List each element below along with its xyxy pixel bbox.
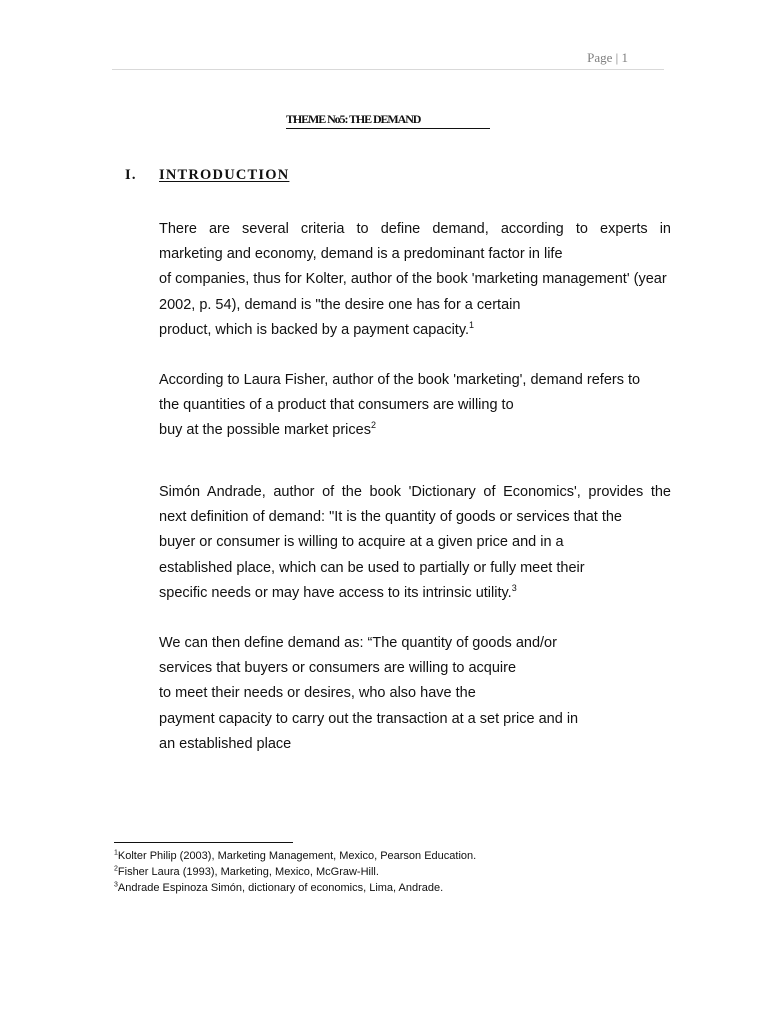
section-heading-label: INTRODUCTION — [159, 167, 290, 183]
paragraph-line: marketing and economy, demand is a predominant factor in life — [159, 246, 563, 263]
paragraph-line: We can then define demand as: “The quantity of goods and/or — [159, 635, 557, 651]
footnote — [114, 848, 476, 864]
paragraph-line: payment capacity to carry out the transaction at a set price and in — [159, 710, 579, 727]
paragraph-line — [159, 581, 671, 606]
paragraph-line: services that buyers or consumers are willing to acquire — [159, 660, 517, 677]
paragraph-line-text: buy at the possible market prices — [159, 422, 371, 439]
footnote-mark: 3 — [114, 881, 118, 889]
footnote-reference: 1 — [469, 319, 475, 330]
paragraph-2 — [159, 368, 671, 444]
paragraph-line-text: product, which is backed by a payment capacity. — [159, 321, 470, 338]
paragraph-line: There are several criteria to define demand, according to experts in — [159, 221, 671, 237]
footnote-text: Kolter Philip (2003), Marketing Management, Mexico, Pearson Education. — [117, 850, 477, 862]
paragraph-line: Simón Andrade, author of the book 'Dictionary of Economics', provides the — [159, 484, 671, 500]
paragraph-line: the quantities of a product that consumers are willing to — [159, 397, 514, 414]
paragraph-line: According to Laura Fisher, author of the book 'marketing', demand refers to — [159, 372, 641, 388]
paragraph-line: buyer or consumer is willing to acquire at a given price and in a — [159, 534, 564, 551]
paragraph-line: to meet their needs or desires, who also have the — [159, 685, 476, 702]
document-title: THEME No5: THE DEMAND — [286, 112, 490, 129]
section-heading — [125, 167, 289, 184]
footnote-text: Andrade Espinoza Simón, dictionary of economics, Lima, Andrade. — [117, 882, 444, 894]
paragraph-4 — [159, 631, 671, 757]
footnote-mark: 2 — [114, 865, 118, 873]
footnote — [114, 880, 476, 896]
paragraph-line-text: specific needs or may have access to its intrinsic utility. — [159, 584, 512, 601]
paragraph-line: 2002, p. 54), demand is "the desire one has for a certain — [159, 296, 521, 313]
paragraph-1 — [159, 217, 671, 343]
footnote-text: Fisher Laura (1993), Marketing, Mexico, McGraw-Hill. — [117, 866, 379, 878]
footnote-separator — [114, 842, 293, 843]
paragraph-line — [159, 318, 671, 343]
footnote-reference: 2 — [370, 420, 376, 431]
paragraph-line — [159, 418, 671, 443]
paragraph-line: an established place — [159, 735, 292, 752]
page-header — [112, 50, 664, 70]
paragraph-line: of companies, thus for Kolter, author of the book 'marketing management' (year — [159, 271, 667, 288]
footnotes — [114, 848, 476, 896]
paragraph-3 — [159, 480, 671, 606]
footnote-mark: 1 — [114, 849, 118, 857]
footnote-reference: 3 — [511, 582, 517, 593]
paragraph-line: next definition of demand: "It is the quantity of goods or services that the — [159, 509, 622, 526]
section-number: I. — [125, 167, 137, 183]
footnote — [114, 864, 476, 880]
paragraph-line: established place, which can be used to partially or fully meet their — [159, 559, 585, 576]
page-number: Page | 1 — [587, 50, 628, 65]
